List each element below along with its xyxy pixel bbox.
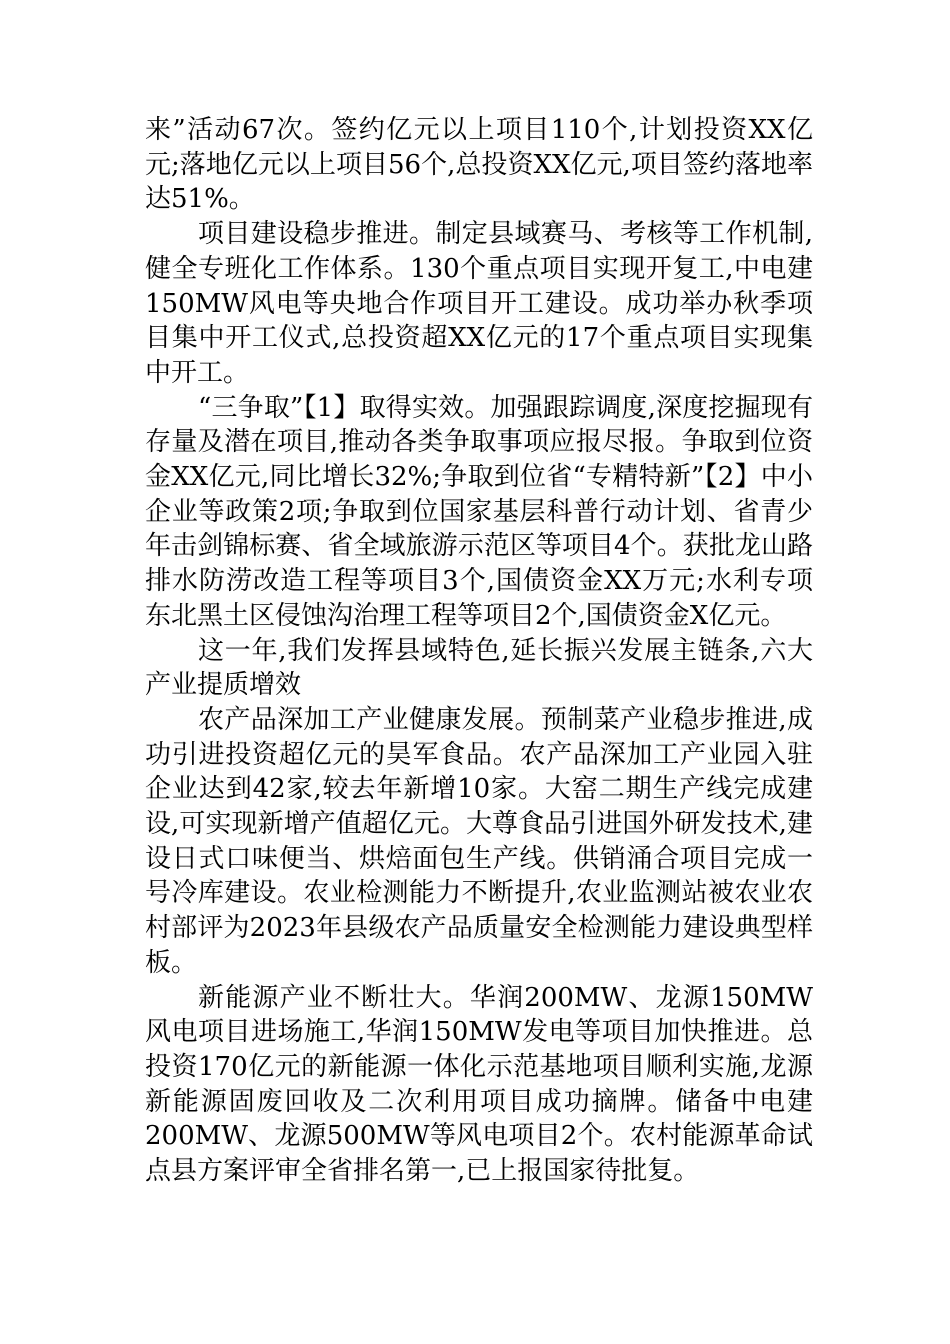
paragraph-three-strive: “三争取”【1】取得实效。加强跟踪调度,深度挖掘现有存量及潜在项目,推动各类争取事项应报尽报。争取到位资金XX亿元,同比增长32%;争取到位省“专精特新”【2】中小企业等政策2项;争取到位国家基层科普行动计划、省青少年击剑锦标赛、省全域旅游示范区等项目4个。获批龙山路排水防涝改造工程等项目3个,国债资金XX万元;水利专项东北黑土区侵蚀沟治理工程等项目2个,国债资金X亿元。 — [145, 392, 813, 631]
paragraph-agri-processing: 农产品深加工产业健康发展。预制菜产业稳步推进,成功引进投资超亿元的昊军食品。农产品深加工产业园入驻企业达到42家,较去年新增10家。大窑二期生产线完成建设,可实现新增产值超亿元。大尊食品引进国外研发技术,建设日式口味便当、烘焙面包生产线。供销涌合项目完成一号冷库建设。农业检测能力不断提升,农业监测站被农业农村部评为2023年县级农产品质量安全检测能力建设典型样板。 — [145, 704, 813, 978]
paragraph-new-energy: 新能源产业不断壮大。华润200MW、龙源150MW风电项目进场施工,华润150MW发电等项目加快推进。总投资170亿元的新能源一体化示范基地项目顺利实施,龙源新能源固废回收及二次利用项目成功摘牌。储备中电建200MW、龙源500MW等风电项目2个。农村能源革命试点县方案评审全省排名第一,已上报国家待批复。 — [145, 982, 813, 1187]
paragraph-project-construction: 项目建设稳步推进。制定县域赛马、考核等工作机制,健全专班化工作体系。130个重点项目实现开复工,中电建150MW风电等央地合作项目开工建设。成功举办秋季项目集中开工仪式,总投资超XX亿元的17个重点项目实现集中开工。 — [145, 219, 813, 388]
document-body — [145, 113, 813, 1189]
paragraph-county-features: 这一年,我们发挥县域特色,延长振兴发展主链条,六大产业提质增效 — [145, 635, 813, 701]
paragraph-1: 来”活动67次。签约亿元以上项目110个,计划投资XX亿元;落地亿元以上项目56个,总投资XX亿元,项目签约落地率达51%。 — [145, 115, 813, 215]
